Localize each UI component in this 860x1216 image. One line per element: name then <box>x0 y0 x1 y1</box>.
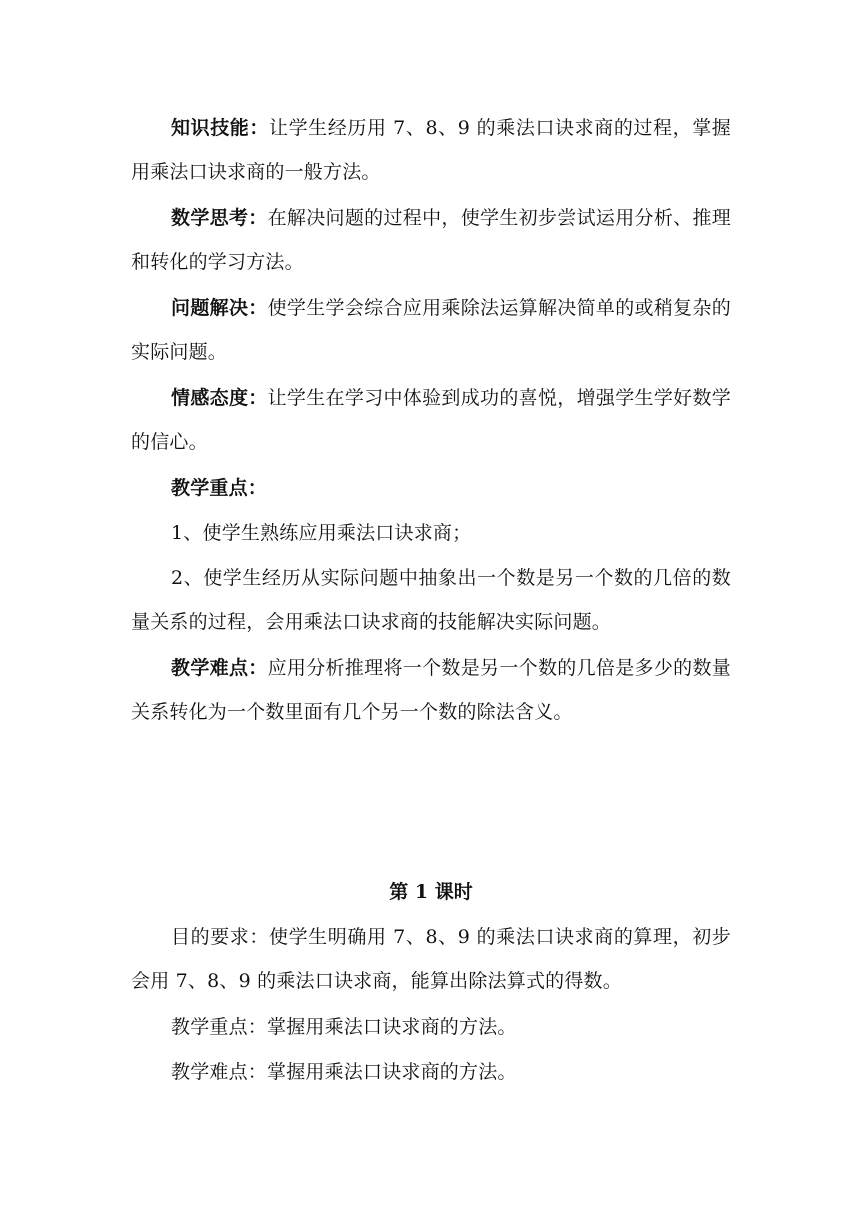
objective-label: 数学思考： <box>171 207 268 229</box>
difficulty-paragraph <box>131 646 731 734</box>
objective-text: 让学生在学习中体验到成功的喜悦，增强学生学好数学的信心。 <box>131 387 731 453</box>
objective-text: 让学生经历用 7、8、9 的乘法口诀求商的过程，掌握用乘法口诀求商的一般方法。 <box>131 117 731 183</box>
lesson-title: 第 1 课时 <box>389 881 473 903</box>
key-point-item: 2、使学生经历从实际问题中抽象出一个数是另一个数的几倍的数量关系的过程，会用乘法口诀求商的技能解决实际问题。 <box>131 567 731 633</box>
objective-text: 在解决问题的过程中，使学生初步尝试运用分析、推理和转化的学习方法。 <box>131 207 731 273</box>
difficulty-text: 应用分析推理将一个数是另一个数的几倍是多少的数量关系转化为一个数里面有几个另一个数的除法含义。 <box>131 657 731 723</box>
key-point-item: 1、使学生熟练应用乘法口诀求商； <box>171 522 472 544</box>
objective-thinking <box>131 196 731 284</box>
lesson-goal: 目的要求：使学生明确用 7、8、9 的乘法口诀求商的算理，初步会用 7、8、9 的乘法口诀求商，能算出除法算式的得数。 <box>131 926 731 992</box>
objective-text: 使学生学会综合应用乘除法运算解决简单的或稍复杂的实际问题。 <box>131 297 731 363</box>
objective-knowledge <box>131 106 731 194</box>
objective-label: 知识技能： <box>171 117 269 139</box>
objective-label: 问题解决： <box>171 297 268 319</box>
lesson-key-point: 教学重点：掌握用乘法口诀求商的方法。 <box>171 1016 517 1038</box>
difficulty-label: 教学难点： <box>171 657 268 679</box>
objective-problem-solving <box>131 286 731 374</box>
objective-attitude <box>131 376 731 464</box>
key-points-heading: 教学重点： <box>171 477 268 499</box>
objective-label: 情感态度： <box>171 387 268 409</box>
lesson-difficulty: 教学难点：掌握用乘法口诀求商的方法。 <box>171 1061 517 1083</box>
